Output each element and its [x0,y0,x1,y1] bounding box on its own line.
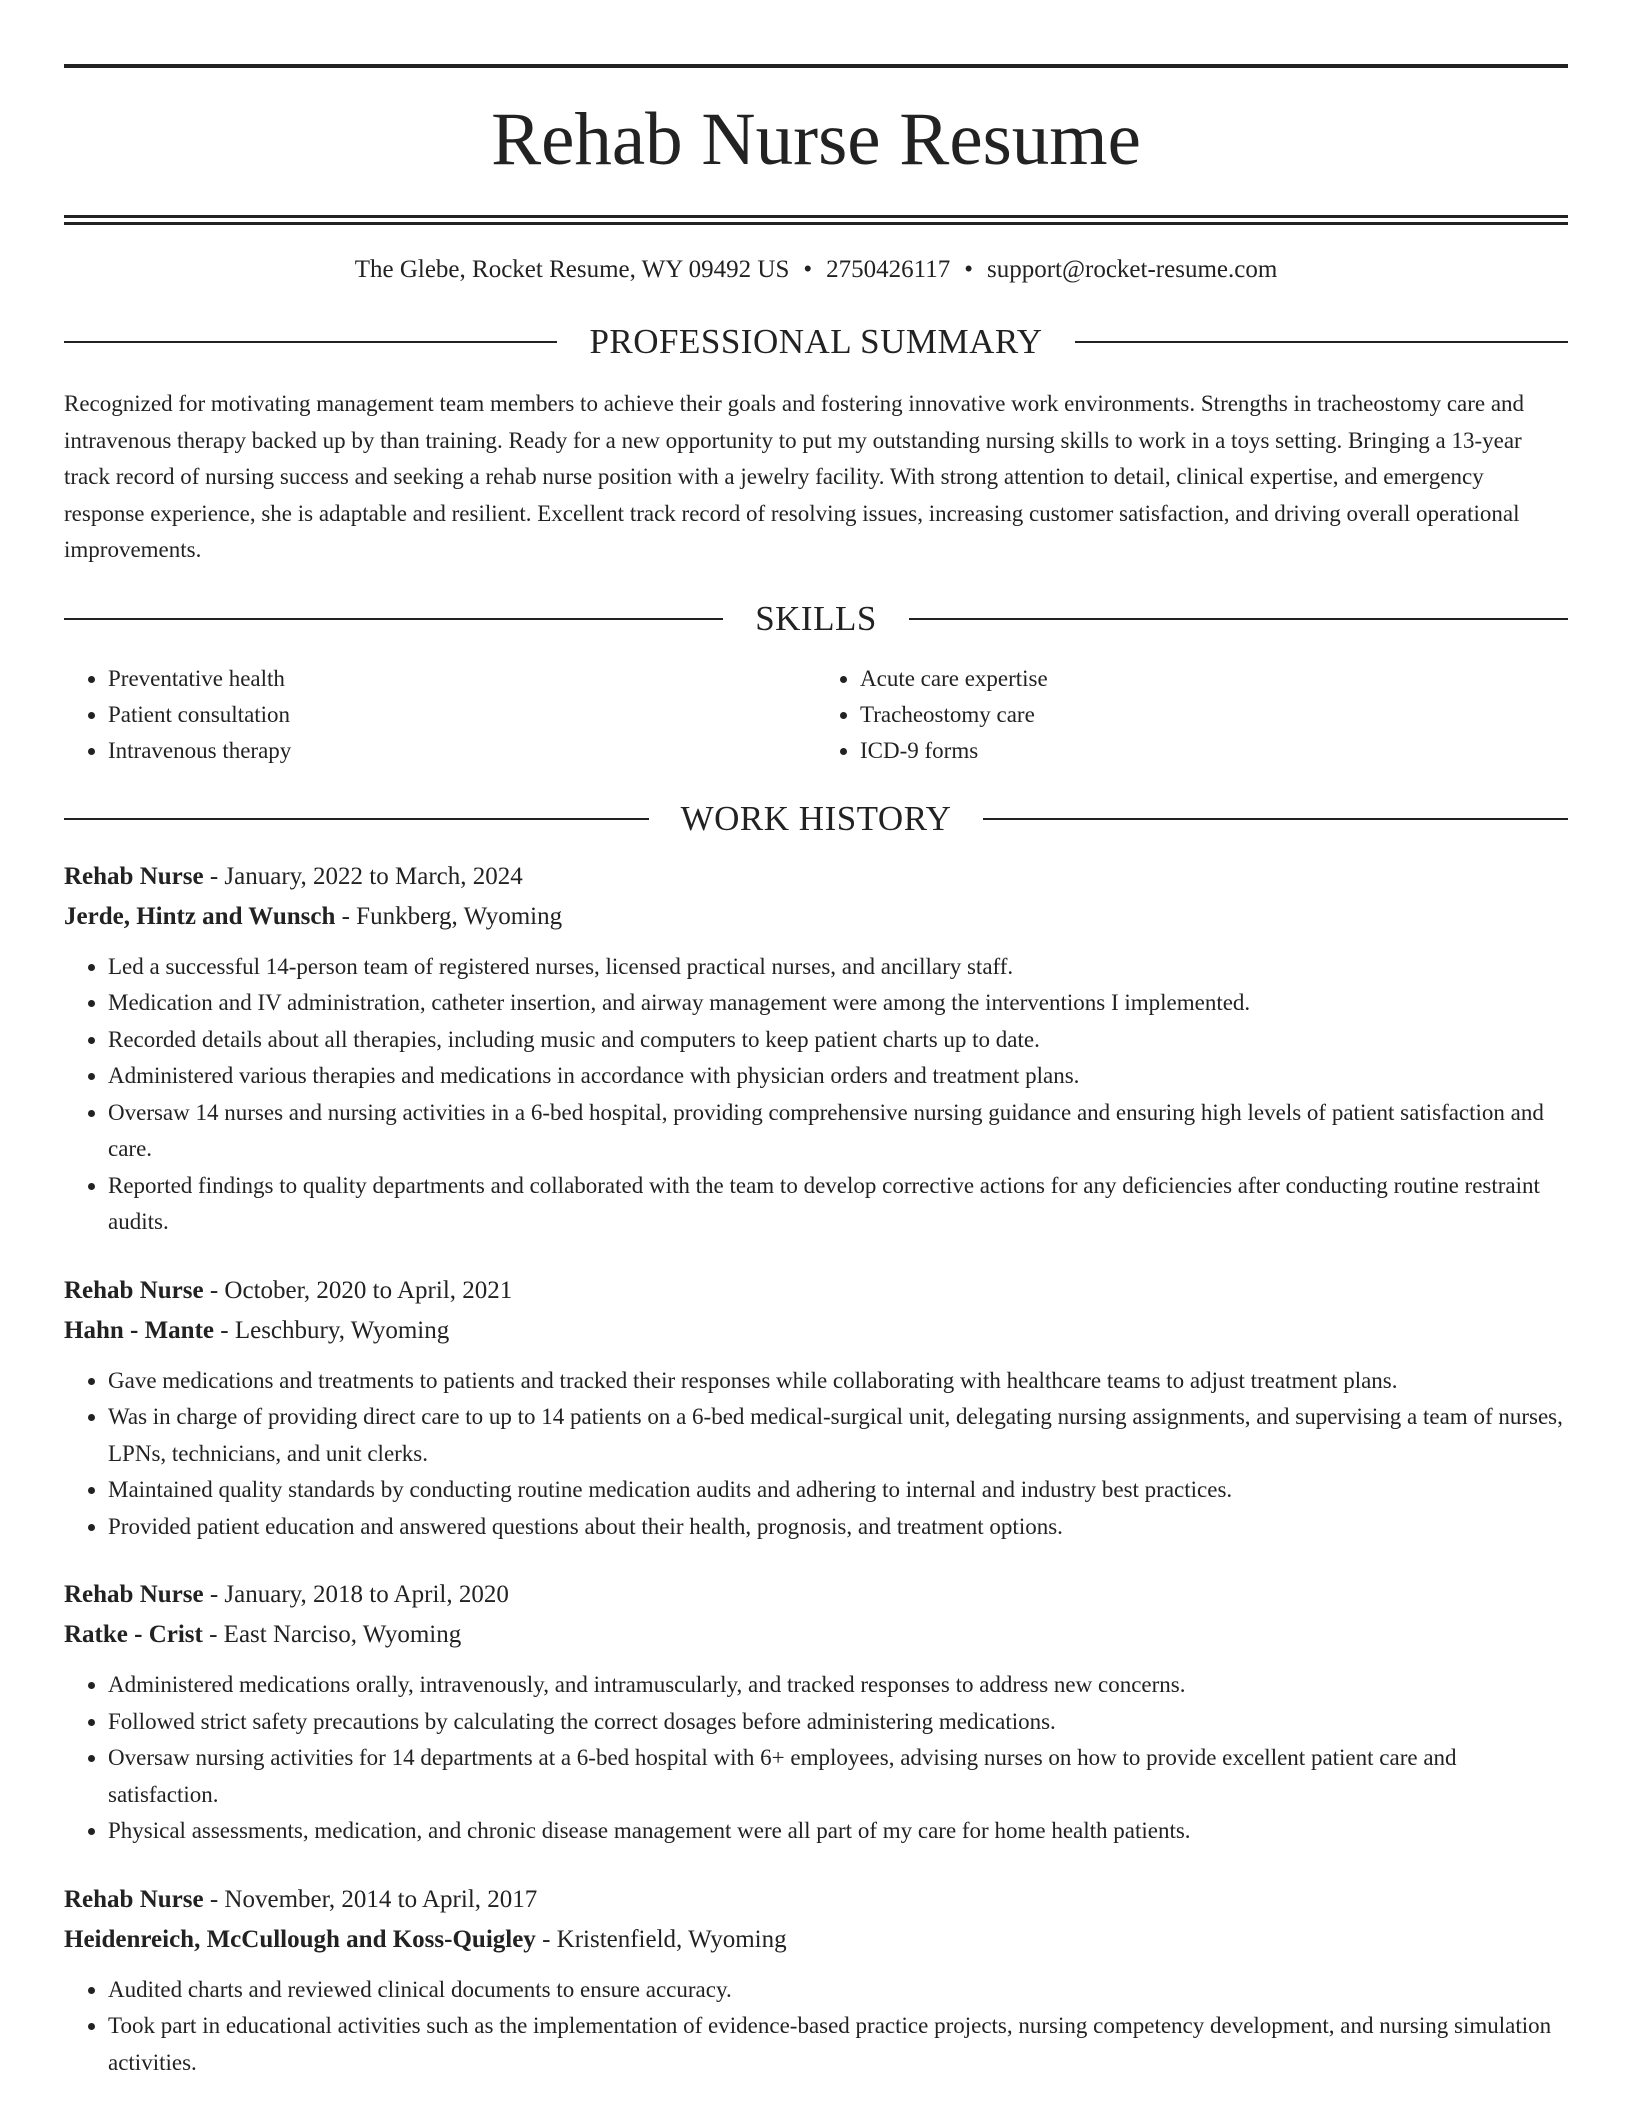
job-role: Rehab Nurse [64,1581,204,1608]
job-bullet: • Oversaw 14 nurses and nursing activities in a 6-bed hospital, providing comprehensive nursing guidance and ensuring high levels of patient satisfaction and care. [108,1095,1568,1168]
contact-separator: • [964,256,973,283]
job-role: Rehab Nurse [64,862,204,890]
skills-heading-title: SKILLS [755,598,877,638]
contact-address: The Glebe, Rocket Resume, WY 09492 US [354,256,790,283]
job-bullet: • Administered various therapies and medications in accordance with physician orders and treatment plans. [108,1058,1568,1095]
heading-rule-left [64,618,723,620]
summary-heading-title: PROFESSIONAL SUMMARY [589,322,1043,361]
contact-phone: 2750426117 [826,256,951,283]
skills-column-right [816,661,1568,769]
summary-text: Recognized for motivating management team members to achieve their goals and fostering innovative work environments. Strengths in tracheostomy care and intravenous therapy backed up by than training. Ready for a new opportunity to put my outstanding nursing skills to work in a toys setting. Bringing a 13-year track record of nursing success and seeking a rehab nurse position with a jewelry facility. With strong attention to detail, clinical expertise, and emergency response experience, she is adaptable and resilient. Excellent track record of resolving issues, increasing customer satisfaction, and driving overall operational improvements. [64,391,1525,562]
job-employer: Jerde, Hintz and Wunsch [64,902,336,930]
job-bullet: • Led a successful 14-person team of registered nurses, licensed practical nurses, and ancillary staff. [108,949,1568,986]
job-location: - Leschbury, Wyoming [214,1316,450,1344]
job-role: Rehab Nurse [64,1885,204,1913]
skill-item: • Preventative health [108,661,816,697]
job-bullet: • Physical assessments, medication, and chronic disease management were all part of my care for home health patients. [108,1813,1568,1850]
heading-rule-left [64,341,557,343]
job-role-line [64,857,1568,897]
skill-item: • Tracheostomy care [860,697,1568,733]
summary-heading [64,322,1568,362]
work-heading [64,799,1568,839]
job-bullet: • Provided patient education and answered questions about their health, prognosis, and treatment options. [108,1509,1568,1546]
job-employer-line [64,1311,1568,1351]
job-entry [64,857,1568,1241]
job-bullet: • Oversaw nursing activities for 14 departments at a 6-bed hospital with 6+ employees, advising nurses on how to provide excellent patient care and satisfaction. [108,1740,1568,1813]
job-bullet: • Took part in educational activities such as the implementation of evidence-based practice projects, nursing competency development, and nursing simulation activities. [108,2008,1568,2081]
resume-page [64,64,1568,2081]
job-location: - Kristenfield, Wyoming [535,1925,787,1953]
job-entry [64,1575,1568,1850]
job-location: - East Narciso, Wyoming [202,1621,462,1648]
job-dates: - November, 2014 to April, 2017 [203,1885,538,1913]
title-double-rule [64,215,1568,225]
job-dates: - October, 2020 to April, 2021 [203,1276,513,1304]
heading-rule-right [1075,341,1568,343]
job-employer-line [64,1615,1568,1655]
job-bullets [64,1363,1568,1546]
skill-item: • ICD-9 forms [860,733,1568,769]
job-bullets [64,1972,1568,2082]
job-bullet: • Was in charge of providing direct care to up to 14 patients on a 6-bed medical-surgical unit, delegating nursing assignments, and supervising a team of nurses, LPNs, technicians, and unit clerks. [108,1399,1568,1472]
job-bullet: • Recorded details about all therapies, including music and computers to keep patient charts up to date. [108,1022,1568,1059]
job-bullet: • Reported findings to quality departments and collaborated with the team to develop corrective actions for any deficiencies after conducting routine restraint audits. [108,1168,1568,1241]
job-employer-line [64,1920,1568,1960]
skill-item: • Intravenous therapy [108,733,816,769]
job-entry [64,1271,1568,1546]
job-bullets [64,949,1568,1241]
heading-rule-left [64,818,649,820]
heading-rule-right [983,818,1568,820]
job-role-line [64,1575,1568,1615]
job-bullets [64,1667,1568,1850]
job-location: - Funkberg, Wyoming [335,902,563,930]
heading-rule-right [909,618,1568,620]
job-employer: Ratke - Crist [64,1621,203,1648]
skills-list [64,661,1568,769]
skills-column-left [64,661,816,769]
job-bullet: • Medication and IV administration, catheter insertion, and airway management were among the interventions I implemented. [108,985,1568,1022]
job-entry [64,1880,1568,2082]
contact-line [64,254,1568,286]
job-role-line [64,1271,1568,1311]
work-heading-title: WORK HISTORY [680,798,952,838]
job-dates: - January, 2022 to March, 2024 [203,862,523,890]
job-bullet: • Audited charts and reviewed clinical documents to ensure accuracy. [108,1972,1568,2009]
top-rule [64,64,1568,68]
skill-item: • Patient consultation [108,697,816,733]
contact-email: support@rocket-resume.com [986,256,1278,283]
job-bullet: • Administered medications orally, intravenously, and intramuscularly, and tracked responses to address new concerns. [108,1667,1568,1704]
job-bullet: • Gave medications and treatments to patients and tracked their responses while collaborating with healthcare teams to adjust treatment plans. [108,1363,1568,1400]
job-bullet: • Maintained quality standards by conducting routine medication audits and adhering to internal and industry best practices. [108,1472,1568,1509]
job-employer: Hahn - Mante [64,1316,214,1344]
job-role: Rehab Nurse [64,1276,204,1304]
job-employer: Heidenreich, McCullough and Koss-Quigley [64,1925,536,1953]
resume-title: Rehab Nurse Resume [491,98,1141,181]
job-role-line [64,1880,1568,1920]
job-bullet: • Followed strict safety precautions by calculating the correct dosages before administering medications. [108,1704,1568,1741]
contact-separator: • [803,256,813,283]
job-employer-line [64,897,1568,937]
skills-heading [64,599,1568,639]
skill-item: • Acute care expertise [860,661,1568,697]
job-dates: - January, 2018 to April, 2020 [203,1581,509,1608]
